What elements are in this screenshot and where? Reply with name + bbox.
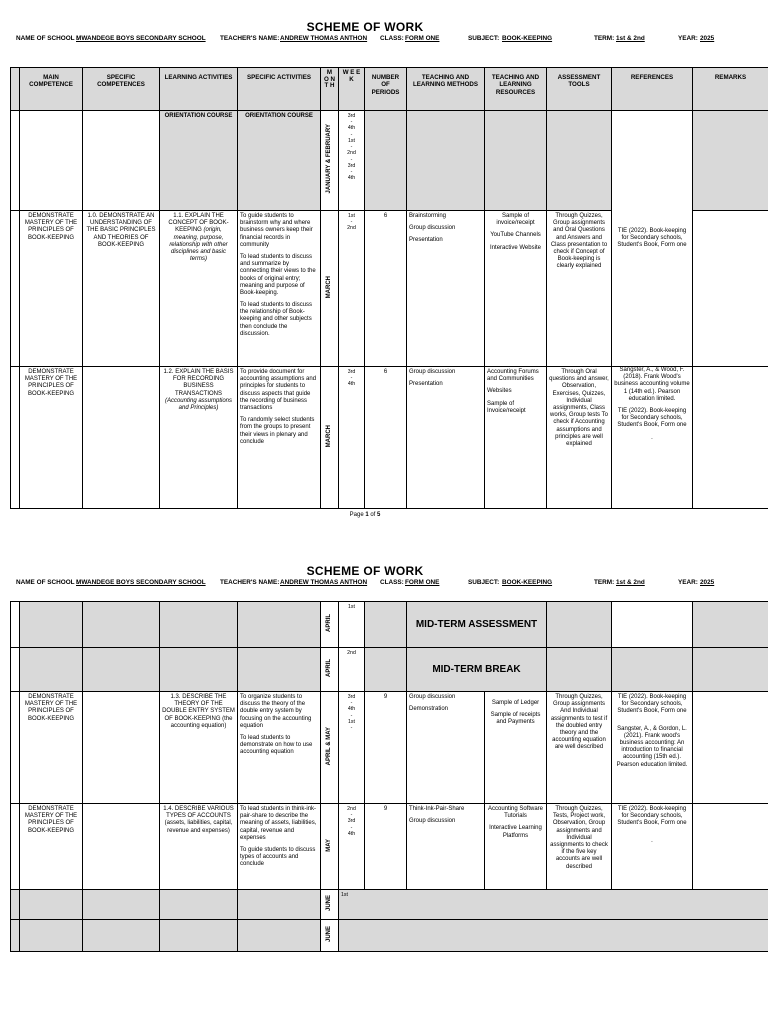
week-cell: 3rd - 4th - 1st -: [339, 692, 365, 804]
school-label: NAME OF SCHOOL :: [16, 35, 79, 42]
table-row: [11, 692, 768, 804]
learning-activity: 1.3. DESCRIBE THE THEORY OF THE DOUBLE ENTRY SYSTEM OF BOOK-KEEPING (the accounting equation): [160, 692, 238, 804]
midterm-assessment-row: [11, 602, 768, 648]
subject-value: BOOK-KEEPING: [502, 35, 553, 42]
month-cell: APRIL: [321, 602, 339, 648]
teacher-name: ANDREW THOMAS ANTHON: [280, 579, 368, 586]
june-row: [11, 890, 768, 920]
periods-cell: 9: [365, 692, 407, 804]
periods-cell: 9: [365, 804, 407, 890]
month-cell: MARCH: [321, 367, 339, 509]
col-header: TEACHING AND LEARNING RESOURCES: [485, 68, 547, 111]
school-name: MWANDEGE BOYS SECONDARY SCHOOL: [76, 579, 206, 586]
table-header-row: [11, 68, 768, 111]
table-row: [11, 367, 768, 509]
document-title: SCHEME OF WORK: [306, 20, 424, 34]
midterm-break-label: MID-TERM BREAK: [407, 648, 547, 692]
col-header: LEARNING ACTIVITIES: [160, 68, 238, 111]
main-competence: DEMONSTRATE MASTERY OF THE PRINCIPLES OF BOOK-KEEPING: [20, 367, 83, 509]
blank-col-header: [11, 68, 20, 111]
term-label: TERM:: [594, 579, 615, 586]
resources-cell: Accounting Forums and Communities Websites Sample of Invoice/receipt: [485, 367, 547, 509]
col-header: SPECIFIC COMPETENCES: [83, 68, 160, 111]
resources-cell: Sample of invoice/receipt YouTube Channels Interactive Website: [485, 211, 547, 367]
main-competence: DEMONSTRATE MASTERY OF THE PRINCIPLES OF BOOK-KEEPING: [20, 211, 83, 367]
week-cell: 1st: [339, 602, 365, 648]
class-label: CLASS:: [380, 35, 404, 42]
page-footer: Page 1 of 5: [349, 512, 381, 518]
orientation-learning: ORIENTATION COURSE: [160, 111, 238, 211]
subject-label: SUBJECT:: [468, 579, 500, 586]
assessment-cell: Through Oral questions and answer, Observation, Exercises, Quizzes, Individual assignments, Class works, Group tests To check if Accounting assumptions and principles are well explained: [547, 367, 612, 509]
year-value: 2025: [700, 35, 715, 42]
col-header: M O N T H: [321, 68, 339, 111]
month-cell: MARCH: [321, 211, 339, 367]
col-header: REMARKS: [693, 68, 768, 111]
main-competence: DEMONSTRATE MASTERY OF THE PRINCIPLES OF BOOK-KEEPING: [20, 804, 83, 890]
col-header: MAIN COMPETENCE: [20, 68, 83, 111]
subject-label: SUBJECT:: [468, 35, 500, 42]
col-header: SPECIFIC ACTIVITIES: [238, 68, 321, 111]
methods-cell: Group discussion Presentation: [407, 367, 485, 509]
year-label: YEAR:: [678, 579, 698, 586]
month-cell: MAY: [321, 804, 339, 890]
week-cell: 3rd - 4th - 1st - 2nd - 3rd - 4th: [339, 111, 365, 211]
term-label: TERM:: [594, 35, 615, 42]
periods-cell: 6: [365, 367, 407, 509]
week-cell: 3rd - 4th: [339, 367, 365, 509]
week-cell: 2nd: [339, 648, 365, 692]
document-header: [16, 579, 768, 591]
col-header: TEACHING AND LEARNING METHODS: [407, 68, 485, 111]
assessment-cell: Through Quizzes, Group assignments and Oral Questions and Answers and Class presentation to check if Concept of Book-keeping is clearly explained: [547, 211, 612, 367]
week-cell: 2nd - 3rd - 4th: [339, 804, 365, 890]
school-label: NAME OF SCHOOL :: [16, 579, 79, 586]
month-cell: APRIL: [321, 648, 339, 692]
month-cell: JANUARY & FEBRUARY: [321, 111, 339, 211]
methods-cell: Group discussion Demonstration: [407, 692, 485, 804]
learning-activity: 1.1. EXPLAIN THE CONCEPT OF BOOK-KEEPING (origin, meaning, purpose, relationship with other disciplines and basic terms): [160, 211, 238, 367]
year-label: YEAR:: [678, 35, 698, 42]
class-value: FORM ONE: [405, 579, 440, 586]
learning-activity: 1.2. EXPLAIN THE BASIS FOR RECORDING BUSINESS TRANSACTIONS (Accounting assumptions and Principles): [160, 367, 238, 509]
document-title: SCHEME OF WORK: [306, 564, 424, 578]
methods-cell: Brainstorming Group discussion Presentation: [407, 211, 485, 367]
periods-cell: 6: [365, 211, 407, 367]
term-value: 1st & 2nd: [616, 35, 645, 42]
assessment-cell: Through Quizzes, Group assignments And Individual assignments to test if the doubled entry theory and the accounting equation are well described: [547, 692, 612, 804]
col-header: NUMBER OF PERIODS: [365, 68, 407, 111]
week-cell: 1st - 2nd: [339, 211, 365, 367]
orientation-row: [11, 111, 768, 211]
specific-activities: To guide students to brainstorm why and where business owners keep their financial records in community To lead students to discuss and summarize by connecting their views to the books of original entry; meaning and purpose of Book-keeping. To lead students to discuss the relationship of Book-keeping and other subjects then conclude the discussion.: [238, 211, 321, 367]
specific-activities: To provide document for accounting assumptions and principles for students to discuss aspects that guide the recording of business transactions To randomly select students from the groups to present their views in plenary and conclude: [238, 367, 321, 509]
col-header: ASSESSMENT TOOLS: [547, 68, 612, 111]
scheme-table-2: [10, 601, 768, 952]
teacher-name: ANDREW THOMAS ANTHON: [280, 35, 368, 42]
year-value: 2025: [700, 579, 715, 586]
teacher-label: TEACHER'S NAME:: [220, 579, 280, 586]
resources-cell: Accounting Software Tutorials Interactive Learning Platforms: [485, 804, 547, 890]
month-cell: JUNE: [321, 890, 339, 920]
subject-value: BOOK-KEEPING: [502, 579, 553, 586]
term-value: 1st & 2nd: [616, 579, 645, 586]
month-cell: JUNE: [321, 920, 339, 952]
orientation-specific: ORIENTATION COURSE: [238, 111, 321, 211]
assessment-cell: Through Quizzes, Tests, Project work, Observation, Group assignments and Individual assignments to check if the five key accounts are well described: [547, 804, 612, 890]
learning-activity: 1.4. DESCRIBE VARIOUS TYPES OF ACCOUNTS (assets, liabilities, capital, revenue and expenses): [160, 804, 238, 890]
methods-cell: Think-Ink-Pair-Share Group discussion: [407, 804, 485, 890]
month-cell: APRIL & MAY: [321, 692, 339, 804]
col-header: W E E K: [339, 68, 365, 111]
june-row: [11, 920, 768, 952]
table-row: [11, 804, 768, 890]
midterm-assessment-label: MID-TERM ASSESSMENT: [407, 602, 547, 648]
document-header: [16, 35, 768, 47]
references-cell: TIE (2022). Book-keeping for Secondary schools, Student's Book, Form one Sangster, A., & Gordon, L. (2021). Frank wood's business accounting: An introduction to financial accounting (15th ed.). Pearson education limited.: [612, 692, 693, 804]
references-cell: TIE (2022). Book-keeping for Secondary schools, Student's Book, Form one: [612, 111, 693, 367]
specific-activities: To lead students in think-ink-pair-share to describe the meaning of assets, liabilities, capital, revenue and expenses To guide students to discuss types of accounts and conclude: [238, 804, 321, 890]
scheme-table-1: [10, 67, 768, 509]
references-cell: Sangster, A., & Wood, F. (2018). Frank Wood's business accounting volume 1 (14th ed.). Pearson education limited. TIE (2022). Book-keeping for Secondary schools, Student's Book, Form one .: [612, 367, 693, 509]
col-header: REFERENCES: [612, 68, 693, 111]
class-label: CLASS:: [380, 579, 404, 586]
midterm-break-row: [11, 648, 768, 692]
references-cell: TIE (2022). Book-keeping for Secondary schools, Student's Book, Form one .: [612, 804, 693, 890]
school-name: MWANDEGE BOYS SECONDARY SCHOOL: [76, 35, 206, 42]
specific-competence: 1.0. DEMONSTRATE AN UNDERSTANDING OF THE BASIC PRINCIPLES AND THEORIES OF BOOK-KEEPING: [83, 211, 160, 367]
main-competence: DEMONSTRATE MASTERY OF THE PRINCIPLES OF BOOK-KEEPING: [20, 692, 83, 804]
teacher-label: TEACHER'S NAME:: [220, 35, 280, 42]
class-value: FORM ONE: [405, 35, 440, 42]
week-cell: 1st: [339, 890, 768, 920]
specific-activities: To organize students to discuss the theory of the double entry system by focusing on the accounting equation To lead students to demonstrate on how to use accounting equation: [238, 692, 321, 804]
resources-cell: Sample of Ledger Sample of receipts and Payments: [485, 692, 547, 804]
